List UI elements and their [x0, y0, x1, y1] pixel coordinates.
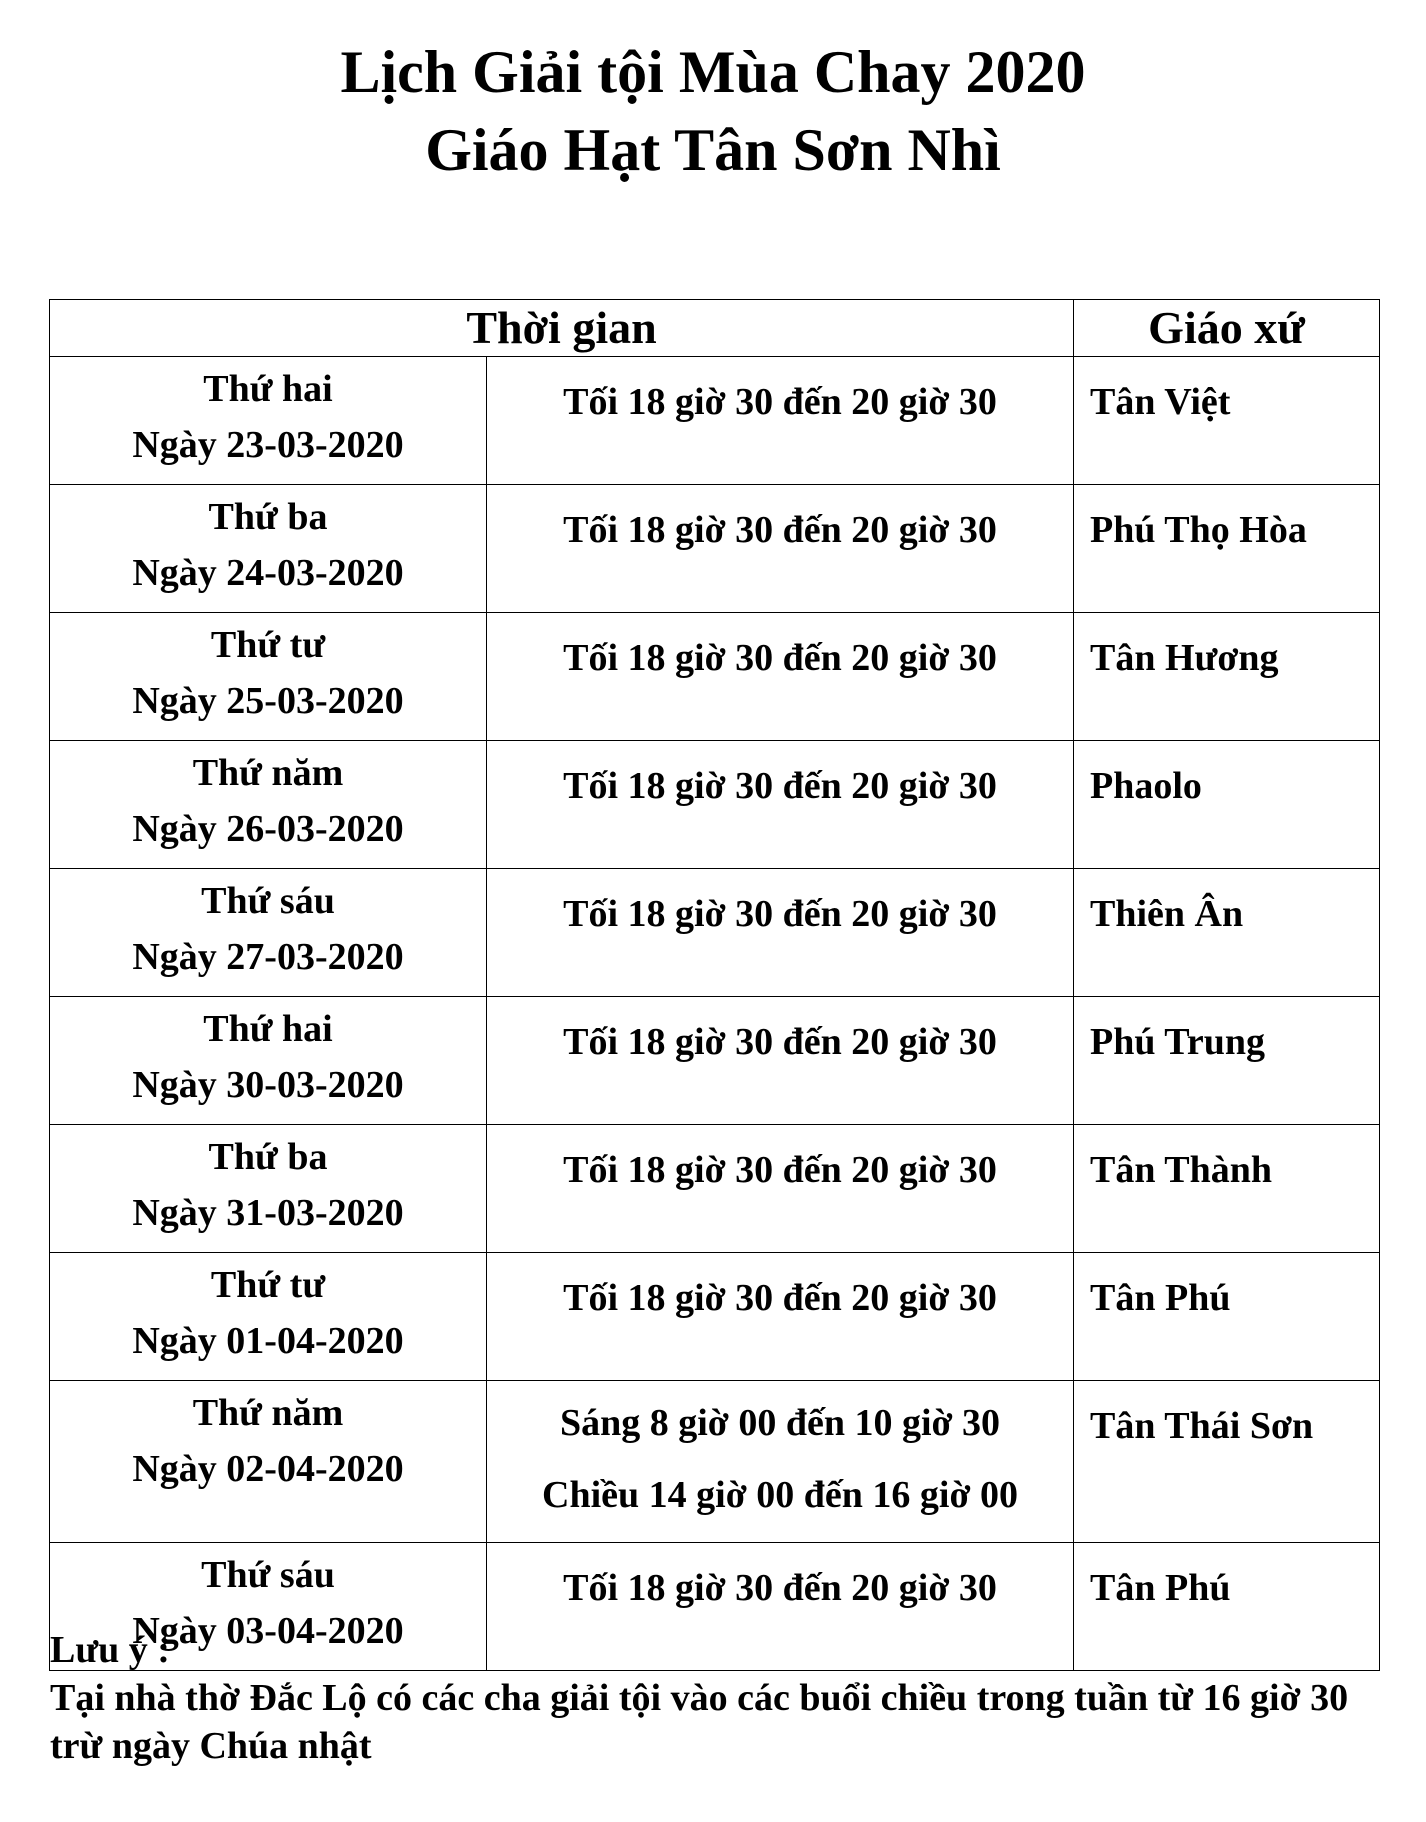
time-slot: Tối 18 giờ 30 đến 20 giờ 30: [563, 509, 997, 551]
date-cell: [50, 741, 487, 869]
time-cell: [487, 485, 1074, 613]
time-cell: [487, 613, 1074, 741]
time-slot: Tối 18 giờ 30 đến 20 giờ 30: [563, 1021, 997, 1063]
time-slot: Chiều 14 giờ 00 đến 16 giờ 00: [542, 1474, 1018, 1516]
table-row: [50, 997, 1380, 1125]
time-cell: [487, 741, 1074, 869]
table-header-row: [50, 300, 1380, 357]
table-row: [50, 1125, 1380, 1253]
date-label: Ngày 24-03-2020: [132, 552, 404, 594]
date-label: Ngày 31-03-2020: [132, 1192, 404, 1234]
note-label: Lưu ý :: [50, 1629, 170, 1671]
document-title: Lịch Giải tội Mùa Chay 2020: [340, 39, 1086, 105]
date-cell: [50, 357, 487, 485]
time-cell: [487, 997, 1074, 1125]
document-subtitle: Giáo Hạt Tân Sơn Nhì: [425, 117, 1001, 183]
time-slot: Sáng 8 giờ 00 đến 10 giờ 30: [559, 1402, 1001, 1444]
weekday-label: Thứ sáu: [201, 880, 335, 922]
parish-cell: Phaolo: [1074, 741, 1380, 869]
date-label: Ngày 27-03-2020: [132, 936, 404, 978]
parish-cell: Tân Thái Sơn: [1074, 1381, 1380, 1543]
table-row: [50, 357, 1380, 485]
weekday-label: Thứ tư: [210, 624, 326, 666]
time-slot: Tối 18 giờ 30 đến 20 giờ 30: [563, 637, 997, 679]
time-slot: Tối 18 giờ 30 đến 20 giờ 30: [563, 1277, 997, 1319]
time-slot: Tối 18 giờ 30 đến 20 giờ 30: [563, 1149, 997, 1191]
time-slot: Tối 18 giờ 30 đến 20 giờ 30: [563, 765, 997, 807]
table-body: [50, 357, 1380, 1671]
parish-cell: Tân Việt: [1074, 357, 1380, 485]
time-slot: Tối 18 giờ 30 đến 20 giờ 30: [563, 893, 997, 935]
table-row: [50, 869, 1380, 997]
date-label: Ngày 26-03-2020: [132, 808, 404, 850]
time-cell: [487, 1125, 1074, 1253]
parish-cell: Tân Thành: [1074, 1125, 1380, 1253]
date-cell: [50, 613, 487, 741]
confession-schedule-table: [49, 299, 1380, 1671]
date-label: Ngày 01-04-2020: [132, 1320, 404, 1362]
note-text: Tại nhà thờ Đắc Lộ có các cha giải tội vào các buổi chiều trong tuần từ 16 giờ 30 trừ ngày Chúa nhật: [50, 1677, 1349, 1767]
date-label: Ngày 02-04-2020: [132, 1448, 404, 1490]
time-cell: [487, 869, 1074, 997]
date-cell: [50, 485, 487, 613]
weekday-label: Thứ năm: [192, 1392, 344, 1434]
weekday-label: Thứ sáu: [201, 1554, 335, 1596]
table-row: [50, 1381, 1380, 1543]
table-row: [50, 1253, 1380, 1381]
time-slot: Tối 18 giờ 30 đến 20 giờ 30: [563, 381, 997, 423]
header-time: Thời gian: [50, 300, 1074, 357]
parish-cell: Tân Phú: [1074, 1253, 1380, 1381]
date-cell: [50, 1125, 487, 1253]
date-label: Ngày 25-03-2020: [132, 680, 404, 722]
weekday-label: Thứ tư: [210, 1264, 326, 1306]
time-cell: [487, 1381, 1074, 1543]
time-cell: [487, 1253, 1074, 1381]
date-cell: [50, 1381, 487, 1543]
time-cell: [487, 357, 1074, 485]
weekday-label: Thứ ba: [208, 496, 328, 538]
weekday-label: Thứ hai: [203, 368, 333, 410]
table-row: [50, 485, 1380, 613]
date-label: Ngày 23-03-2020: [132, 424, 404, 466]
parish-cell: Tân Hương: [1074, 613, 1380, 741]
date-cell: [50, 997, 487, 1125]
weekday-label: Thứ hai: [203, 1008, 333, 1050]
header-parish: Giáo xứ: [1074, 300, 1380, 357]
parish-cell: Phú Thọ Hòa: [1074, 485, 1380, 613]
table-row: [50, 613, 1380, 741]
parish-cell: Thiên Ân: [1074, 869, 1380, 997]
parish-cell: Phú Trung: [1074, 997, 1380, 1125]
date-cell: [50, 869, 487, 997]
table-row: [50, 741, 1380, 869]
date-label: Ngày 30-03-2020: [132, 1064, 404, 1106]
weekday-label: Thứ ba: [208, 1136, 328, 1178]
parish-cell: Tân Phú: [1074, 1543, 1380, 1671]
date-label: Ngày 03-04-2020: [132, 1610, 404, 1652]
time-slot: Tối 18 giờ 30 đến 20 giờ 30: [563, 1567, 997, 1609]
date-cell: [50, 1253, 487, 1381]
weekday-label: Thứ năm: [192, 752, 344, 794]
